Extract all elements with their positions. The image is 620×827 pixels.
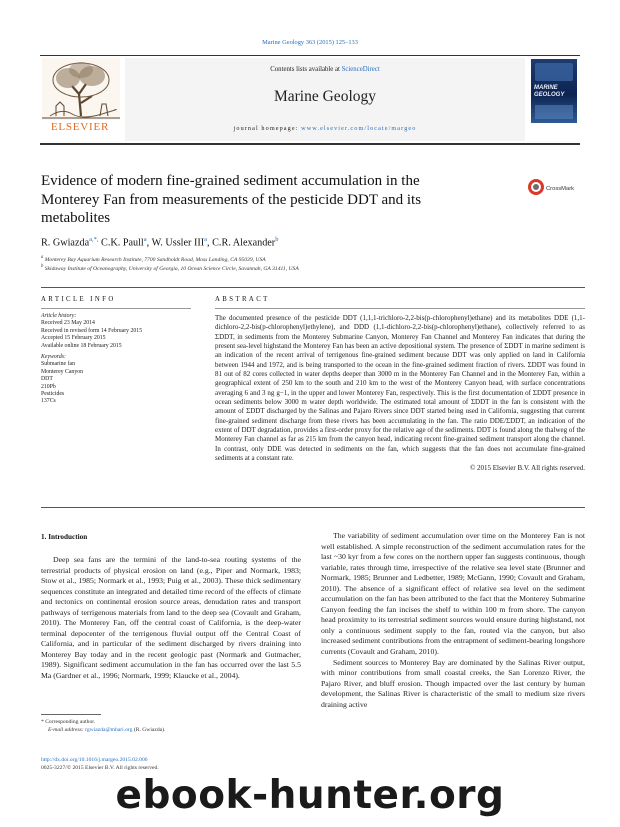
keyword: Pesticides bbox=[41, 391, 65, 398]
header-bottom-rule bbox=[40, 143, 580, 145]
keywords-label: Keywords: bbox=[41, 354, 66, 361]
footnote-email-line bbox=[41, 726, 301, 734]
history-accepted: Accepted 15 February 2015 bbox=[41, 335, 106, 342]
history-online: Available online 18 February 2015 bbox=[41, 342, 122, 349]
keyword: DDT bbox=[41, 376, 53, 383]
journal-citation[interactable]: Marine Geology 363 (2015) 125–133 bbox=[262, 39, 358, 46]
watermark-text: ebook-hunter.org bbox=[115, 773, 505, 818]
affiliation-b bbox=[41, 264, 581, 272]
history-revised: Received in revised form 14 February 2015 bbox=[41, 327, 143, 334]
homepage-link[interactable]: www.elsevier.com/locate/margeo bbox=[301, 125, 417, 132]
abstract-copyright: © 2015 Elsevier B.V. All rights reserved. bbox=[469, 463, 585, 472]
footnote-rule bbox=[41, 714, 101, 715]
author-affil-mark[interactable]: a bbox=[143, 236, 147, 243]
elsevier-wordmark: ELSEVIER bbox=[50, 121, 110, 133]
author-name[interactable]: C.R. Alexander bbox=[212, 237, 276, 249]
abstract-heading: ABSTRACT bbox=[215, 296, 270, 303]
doi-block bbox=[41, 756, 301, 772]
article-title: Evidence of modern fine-grained sediment accumulation in the Monterey Fan from measurements of the pesticide DDT and its metabolites bbox=[41, 173, 422, 226]
abstract-bottom-rule bbox=[41, 507, 585, 508]
keyword: 137Cs bbox=[41, 398, 56, 405]
cover-title bbox=[534, 85, 574, 98]
abstract-rule bbox=[215, 308, 585, 309]
introduction-heading: 1. Introduction bbox=[41, 533, 88, 541]
cover-title-line2: GEOLOGY bbox=[534, 91, 565, 98]
author-list bbox=[41, 236, 561, 248]
crossmark-label[interactable]: CrossMark bbox=[546, 186, 575, 192]
doi-link[interactable]: http://dx.doi.org/10.1016/j.margeo.2015.02.006 bbox=[41, 757, 148, 763]
affiliation-mark: b bbox=[41, 264, 44, 269]
affiliation-text: Skidaway Institute of Oceanography, University of Georgia, 10 Ocean Science Circle, Savannah, GA 31411, USA bbox=[44, 265, 299, 272]
author-separator: , bbox=[146, 237, 152, 249]
section-divider bbox=[41, 287, 585, 288]
author-affil-mark[interactable]: a bbox=[204, 236, 208, 243]
header-top-rule bbox=[40, 55, 580, 56]
paragraph: Deep sea fans are the termini of the land-to-sea routing systems of the terrestrial products of physical erosion on land (e.g., Piper and Normark, 1983; Stow et al., 1985; Normark et al., 1993; Puig et al., 2003). These thick sedimentary sequences constitute an integrated and detailed time record of the effects of climate and tectonics on continental erosion source areas, denudation rates and transport pathways of terrigenous materials from land to the deep sea (Covault and Graham, 2010). The Monterey Fan, off the central coast of California, is the deep-water terminal depocenter of the terrigenous fluvial output off the Central Coast of California, and in particular of the sediment discharged by rivers draining into Monterey Bay today and in the recent geologic past (Normark and Gutmacher, 1989). Significant sediment accumulation in the fan has occurred over the last 5.5 Ma (Gardner et al., 1996; Normark, 1999; Klaucke et al., 2004). bbox=[41, 555, 301, 681]
affiliation-mark: a bbox=[41, 255, 44, 260]
contents-line bbox=[125, 66, 525, 73]
body-column-right bbox=[321, 531, 585, 710]
contents-prefix: Contents lists available at bbox=[270, 66, 342, 73]
author-name[interactable]: R. Gwiazda bbox=[41, 237, 90, 249]
cover-title-line1: MARINE bbox=[534, 85, 558, 91]
email-link[interactable]: rgwiazda@mbari.org bbox=[85, 727, 133, 733]
issn-line: 0025-3227/© 2015 Elsevier B.V. All rights reserved. bbox=[41, 765, 159, 771]
homepage-prefix: journal homepage: bbox=[233, 125, 302, 132]
email-label: E-mail address: bbox=[48, 727, 86, 733]
author-affil-mark[interactable]: b bbox=[275, 236, 279, 243]
footnote-corresponding bbox=[41, 718, 301, 726]
article-info-panel bbox=[41, 313, 191, 406]
corresponding-author-footnote bbox=[41, 718, 301, 734]
paragraph: The variability of sediment accumulation over time on the Monterey Fan is not well established. A simple reconstruction of the sediment accumulation rates for the last ~30 kyr from a few cores on the northern upper fan suggests continuous, though variable, rates through time, irrespective of the relative sea level state (Brunner and Normark, 1985; Brunner and Ledbetter, 1989; McGann, 1990; Covault and Graham, 2010). The absence of a significant effect of relative sea level on the sediment accumulation on the fan has been attributed to the fact that the Monterey Submarine Canyon feeding the fan incises the shelf to within 100 m from shore. The canyon head proximity to its terrestrial sediment sources would ensure during highstand, not only a continuous sediment supply to the fan, routed via the canyon, but also increased sediment contributions from the entrapment of sediment-bearing longshore currents (Covault and Graham, 2010). bbox=[321, 531, 585, 657]
affiliation-text: Monterey Bay Aquarium Research Institute, 7700 Sandholdt Road, Moss Landing, CA 95039, USA bbox=[44, 256, 266, 263]
history-received: Received 23 May 2014 bbox=[41, 320, 95, 327]
footnote-corresponding-text: Corresponding author. bbox=[45, 719, 96, 725]
keyword: Monterey Canyon bbox=[41, 368, 84, 375]
history-label: Article history: bbox=[41, 313, 77, 319]
footnote-mark: * bbox=[41, 719, 44, 725]
keyword: Submarine fan bbox=[41, 361, 75, 368]
author-name[interactable]: W. Ussler III bbox=[151, 237, 205, 249]
abstract-text: The documented presence of the pesticide DDT (1,1,1-trichloro-2,2-bis(p-chlorophenyl)ethane) and its metabolites DDE (1,1-dichloro-2,2-bis(p-chlorophenyl)ethylene), and DDD (1,1-dichloro-2,2-bis(p-chlorophenyl)ethane), collectively referred to as ΣDDT, in sediments from the Monterey Submarine Canyon, Monterey Fan Channel and Monterey Fan indicates that during the present sea-level highstand the Monterey Fan has been an active depositional system. The presence of ΣDDT in marine sediment is an indication of the recent arrival of terrigenous fine-grained sediment because DDT was only applied on land in California between 1944 and 1972, and is being transported to the ocean in the fine-grained sediment fraction of rivers. ΣDDT was found in 81 out of 82 cores collected in water depths deeper than 3000 m in the Monterey Fan Channel and in the Monterey Fan, within a geographical extent of 250 km to the south and 210 km to the west of the Monterey Canyon head, with surface concentrations averaging 6 and 3 ng g−1, in the upper and lower Monterey Fan, respectively. This is the first documentation of ΣDDT presence in ocean sediments below 3000 m water depth worldwide. The estimated total amount of ΣDDT in the fan is consistent with the amount of ΣDDT discharged by the Salinas and Pajaro Rivers since DDT started being used in California, suggesting that current fine-grained sediment discharge from these rivers has been accumulating in the fan. The ratio DDE/ΣDDT, an indication of the extent of DDT degradation, provides a first-order proxy for the relative age of the sediments. DDT is found along the thalweg of the Monterey Fan channel as far as 215 km from the canyon head, indicating recent fine-grained sediment transport along the channel. In contrast, only DDE was detected in sediments on the fan, which suggests that the fan does not accumulate fine-grained sediments at a constant rate. bbox=[215, 314, 585, 463]
affiliation-a bbox=[41, 255, 581, 263]
author-separator: , bbox=[207, 237, 213, 249]
author-name[interactable]: C.K. Paull bbox=[101, 237, 144, 249]
paragraph: Sediment sources to Monterey Bay are dominated by the Salinas River output, with minor contributions from small coastal creeks, the San Lorenzo River, the Pajaro River, and bluff erosion. Though impacted over the last century by human development, the Salinas River is characteristic of the small to medium size rivers draining active bbox=[321, 657, 585, 709]
email-suffix: (R. Gwiazda). bbox=[132, 727, 166, 733]
author-affil-mark[interactable]: a,*, bbox=[89, 236, 99, 243]
article-info-heading: ARTICLE INFO bbox=[41, 296, 116, 303]
keyword: 210Pb bbox=[41, 383, 56, 390]
sciencedirect-link[interactable]: ScienceDirect bbox=[341, 66, 380, 73]
abstract-body bbox=[215, 314, 585, 473]
journal-homepage bbox=[125, 125, 525, 132]
journal-title: Marine Geology bbox=[273, 88, 376, 105]
cover-image-band bbox=[535, 63, 573, 81]
body-column-left bbox=[41, 555, 301, 682]
journal-cover-thumbnail[interactable] bbox=[531, 59, 577, 123]
article-info-rule bbox=[41, 308, 191, 309]
cover-lower-band bbox=[535, 105, 573, 119]
